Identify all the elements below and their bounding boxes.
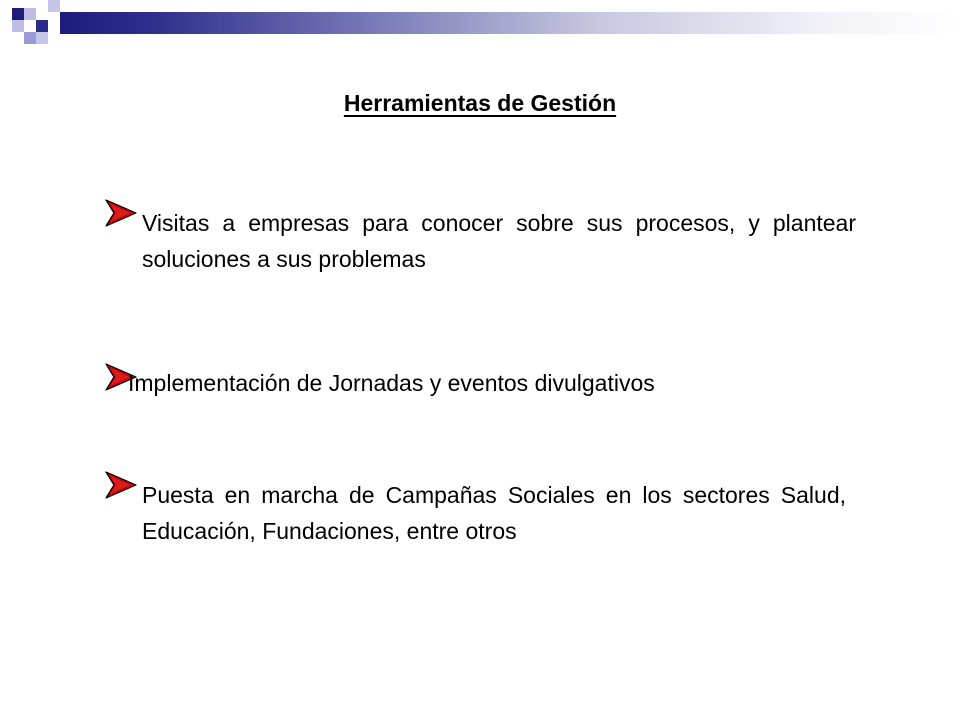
bullet-text: Puesta en marcha de Campañas Sociales en los sectores Salud, Educación, Fundaciones, entre otros	[142, 482, 846, 544]
decor-square	[48, 0, 60, 12]
header-gradient-bar	[60, 12, 960, 34]
bullet-text: Implementación de Jornadas y eventos divulgativos	[128, 370, 655, 396]
decor-square	[36, 32, 48, 44]
bullet-text: Visitas a empresas para conocer sobre sus procesos, y plantear soluciones a sus problemas	[142, 210, 856, 272]
arrow-bullet-icon	[104, 198, 138, 228]
decor-square	[12, 8, 24, 20]
decor-square	[24, 32, 36, 44]
slide-title: Herramientas de Gestión	[343, 90, 617, 116]
header-decoration	[0, 0, 960, 60]
decor-square	[24, 8, 36, 20]
decor-square	[36, 20, 48, 32]
arrow-bullet-icon	[104, 470, 138, 500]
decor-square	[12, 20, 24, 32]
